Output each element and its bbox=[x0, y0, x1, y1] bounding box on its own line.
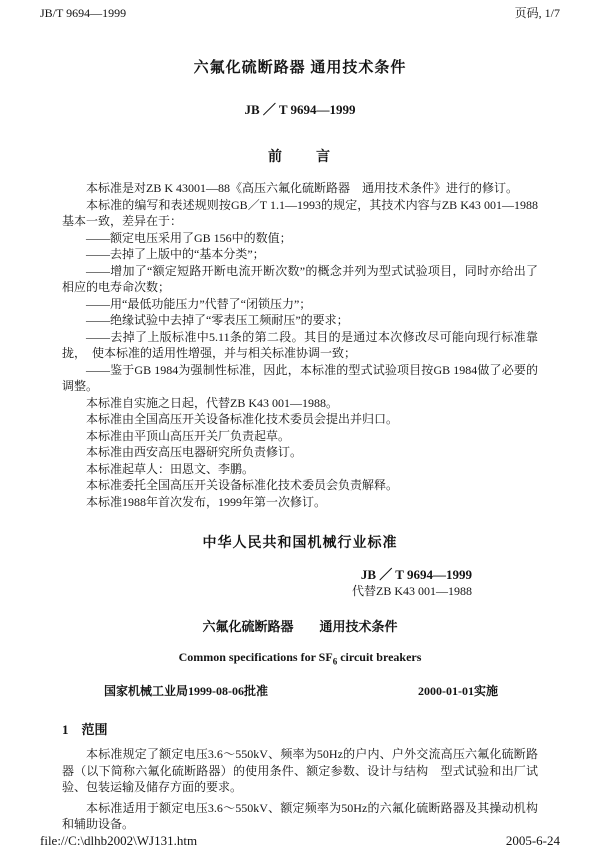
implementation-date: 2000-01-01实施 bbox=[418, 684, 498, 699]
standard-code-block bbox=[62, 566, 538, 600]
foreword-paragraph: 本标准起草人：田恩文、李鹏。 bbox=[86, 461, 255, 476]
section-1-body bbox=[62, 746, 538, 833]
foreword-paragraph: 本标准是对ZB K 43001—88《高压六氟化硫断路器 通用技术条件》进行的修订。 bbox=[86, 181, 519, 195]
foreword-paragraph: 本标准由平顶山高压开关厂负责起草。 bbox=[86, 428, 291, 443]
foreword-list-item: ——鉴于GB 1984为强制性标准，因此，本标准的型式试验项目按GB 1984做了必要的调整。 bbox=[62, 362, 538, 393]
replaces-note: 代替ZB K43 001—1988 bbox=[351, 584, 472, 598]
section-paragraph: 本标准规定了额定电压3.6～550kV、频率为50Hz的户内、户外交流高压六氟化硫断路器（以下简称六氟化硫断路器）的使用条件、额定参数、设计与结构 型式试验和出厂试验、包装运输及储存方面的要求。 bbox=[62, 747, 538, 795]
document-title: 六氟化硫断路器 通用技术条件 bbox=[193, 60, 407, 76]
foreword-list-item: ——绝缘试验中去掉了“零表压工频耐压”的要求； bbox=[86, 313, 349, 327]
foreword-paragraph: 本标准委托全国高压开关设备标准化技术委员会负责解释。 bbox=[86, 478, 399, 492]
header-page-number: 页码, 1/7 bbox=[514, 6, 560, 20]
footer-file-path: file://C:\dlhb2002\WJ131.htm bbox=[40, 832, 198, 848]
english-title bbox=[62, 650, 538, 666]
print-header bbox=[40, 6, 560, 20]
foreword-paragraph: 本标准自实施之日起，代替ZB K43 001—1988。 bbox=[86, 395, 339, 410]
section-paragraph: 本标准适用于额定电压3.6～550kV、额定频率为50Hz的六氟化硫断路器及其操动机构和辅助设备。 bbox=[62, 800, 538, 832]
foreword-paragraph: 本标准1988年首次发布，1999年第一次修订。 bbox=[86, 494, 327, 509]
english-title-prefix: Common specifications for SF bbox=[178, 650, 333, 664]
footer-date: 2005-6-24 bbox=[505, 832, 560, 848]
foreword-list-item: ——增加了“额定短路开断电流开断次数”的概念并列为型式试验项目，同时亦给出了相应的电寿命次数； bbox=[62, 263, 538, 294]
approval-row bbox=[62, 682, 538, 699]
header-standard-number: JB/T 9694—1999 bbox=[40, 6, 127, 20]
english-title-subscript: 6 bbox=[332, 656, 338, 667]
foreword-list-item: ——用“最低功能压力”代替了“闭锁压力”； bbox=[86, 296, 312, 311]
english-title-suffix: circuit breakers bbox=[337, 650, 422, 664]
section-1-heading: 1 范围 bbox=[62, 722, 108, 738]
approval-text: 国家机械工业局1999-08-06批准 bbox=[104, 684, 268, 699]
standard-code: JB ／ T 9694—1999 bbox=[360, 567, 472, 582]
foreword-heading: 前 言 bbox=[268, 150, 332, 165]
foreword-list-item: ——去掉了上版标准中5.11条的第二段。其目的是通过本次修改尽可能向现行标准靠拢， 使本标准的适用性增强，并与相关标准协调一致； bbox=[62, 329, 538, 360]
document-title-repeat: 六氟化硫断路器 通用技术条件 bbox=[202, 619, 398, 634]
foreword-body bbox=[62, 180, 538, 510]
foreword-paragraph: 本标准由西安高压电器研究所负责修订。 bbox=[86, 445, 303, 459]
print-footer bbox=[40, 833, 560, 848]
document-content bbox=[40, 20, 560, 833]
foreword-paragraph: 本标准由全国高压开关设备标准化技术委员会提出并归口。 bbox=[86, 412, 399, 426]
foreword-list-item: ——额定电压采用了GB 156中的数值； bbox=[86, 230, 292, 245]
industry-standard-label: 中华人民共和国机械行业标准 bbox=[202, 536, 398, 551]
foreword-paragraph: 本标准的编写和表述规则按GB／T 1.1—1993的规定，其技术内容与ZB K43 001—1988基本一致，差异在于： bbox=[62, 197, 538, 228]
standard-number: JB ／ T 9694—1999 bbox=[244, 102, 356, 117]
foreword-list-item: ——去掉了上版中的“基本分类”； bbox=[86, 247, 265, 261]
